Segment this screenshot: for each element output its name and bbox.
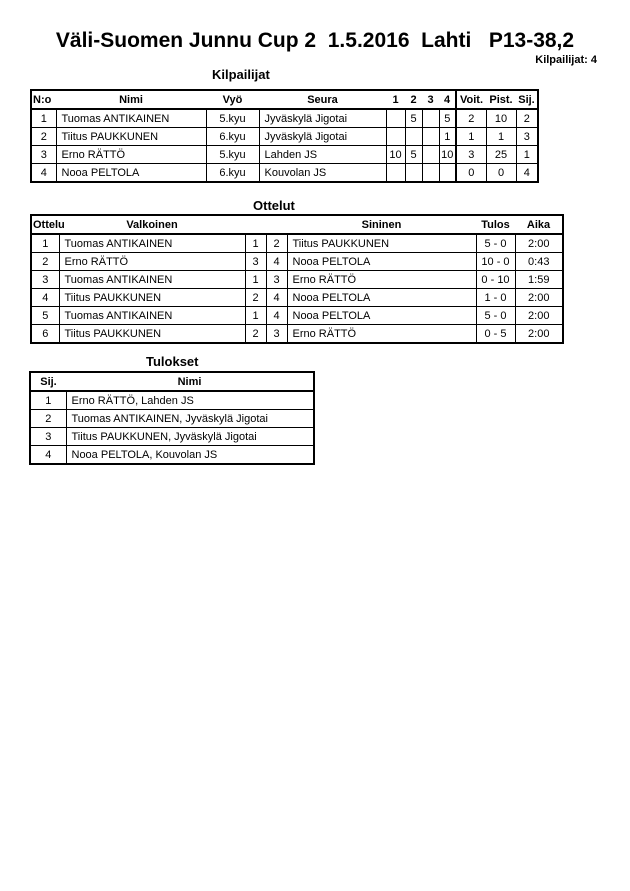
cell-place: 1 <box>516 146 538 164</box>
col-header-name: Nimi <box>56 90 206 109</box>
col-header-club: Seura <box>259 90 386 109</box>
match-row <box>31 234 563 253</box>
cell-time: 2:00 <box>515 234 563 253</box>
cell-match-no: 2 <box>31 253 59 271</box>
competitor-row <box>31 164 538 183</box>
cell-club: Kouvolan JS <box>259 164 386 183</box>
cell-score-4 <box>439 164 456 183</box>
cell-white-no: 3 <box>245 253 266 271</box>
col-header-result-name: Nimi <box>66 372 314 391</box>
match-row <box>31 253 563 271</box>
cell-result: 5 - 0 <box>476 234 515 253</box>
cell-no: 2 <box>31 128 56 146</box>
cell-rank: 4 <box>30 446 66 465</box>
cell-name: Erno RÄTTÖ <box>56 146 206 164</box>
cell-score-4: 1 <box>439 128 456 146</box>
cell-place: 2 <box>516 109 538 128</box>
cell-name: Tiitus PAUKKUNEN <box>56 128 206 146</box>
cell-white-no: 2 <box>245 325 266 344</box>
cell-blue-no: 3 <box>266 271 287 289</box>
section-heading-matches: Ottelut <box>253 198 295 213</box>
cell-rank: 1 <box>30 391 66 410</box>
cell-result: 1 - 0 <box>476 289 515 307</box>
cell-rank: 2 <box>30 410 66 428</box>
col-header-match: Ottelu <box>31 215 59 234</box>
cell-score-2: 5 <box>405 109 422 128</box>
cell-club: Lahden JS <box>259 146 386 164</box>
cell-name: Nooa PELTOLA <box>56 164 206 183</box>
cell-belt: 6.kyu <box>206 128 259 146</box>
result-row <box>30 391 314 410</box>
cell-result: 0 - 10 <box>476 271 515 289</box>
cell-score-4: 10 <box>439 146 456 164</box>
cell-match-no: 4 <box>31 289 59 307</box>
col-header-no: N:o <box>31 90 56 109</box>
cell-place: 3 <box>516 128 538 146</box>
cell-white-name: Erno RÄTTÖ <box>59 253 245 271</box>
cell-white-name: Tuomas ANTIKAINEN <box>59 307 245 325</box>
cell-white-name: Tuomas ANTIKAINEN <box>59 234 245 253</box>
cell-time: 1:59 <box>515 271 563 289</box>
cell-wins: 1 <box>456 128 486 146</box>
match-row <box>31 325 563 344</box>
col-header-wins: Voit. <box>456 90 486 109</box>
col-header-white-no-spacer <box>245 215 266 234</box>
cell-points: 25 <box>486 146 516 164</box>
cell-club: Jyväskylä Jigotai <box>259 128 386 146</box>
cell-white-no: 1 <box>245 234 266 253</box>
cell-score-1 <box>386 109 405 128</box>
match-row <box>31 271 563 289</box>
cell-time: 0:43 <box>515 253 563 271</box>
cell-score-2 <box>405 164 422 183</box>
cell-blue-no: 2 <box>266 234 287 253</box>
cell-time: 2:00 <box>515 289 563 307</box>
cell-wins: 0 <box>456 164 486 183</box>
cell-belt: 5.kyu <box>206 109 259 128</box>
cell-place: 4 <box>516 164 538 183</box>
section-heading-results: Tulokset <box>146 354 199 369</box>
cell-name-club: Erno RÄTTÖ, Lahden JS <box>66 391 314 410</box>
cell-blue-no: 4 <box>266 253 287 271</box>
cell-score-3 <box>422 128 439 146</box>
cell-result: 0 - 5 <box>476 325 515 344</box>
cell-name: Tuomas ANTIKAINEN <box>56 109 206 128</box>
page-title: Väli-Suomen Junnu Cup 2 1.5.2016 Lahti P13-38,2 <box>55 29 575 52</box>
cell-blue-name: Erno RÄTTÖ <box>287 271 476 289</box>
cell-match-no: 6 <box>31 325 59 344</box>
results-header-row <box>30 372 314 391</box>
cell-blue-no: 3 <box>266 325 287 344</box>
cell-score-2 <box>405 128 422 146</box>
cell-wins: 3 <box>456 146 486 164</box>
cell-white-no: 1 <box>245 307 266 325</box>
cell-score-1 <box>386 128 405 146</box>
matches-header-row <box>31 215 563 234</box>
competitors-header-row <box>31 90 538 109</box>
col-header-blue: Sininen <box>287 215 476 234</box>
cell-points: 0 <box>486 164 516 183</box>
cell-score-3 <box>422 146 439 164</box>
cell-white-name: Tuomas ANTIKAINEN <box>59 271 245 289</box>
cell-name-club: Tiitus PAUKKUNEN, Jyväskylä Jigotai <box>66 428 314 446</box>
cell-club: Jyväskylä Jigotai <box>259 109 386 128</box>
col-header-round-2: 2 <box>405 90 422 109</box>
participants-count-label: Kilpailijat: 4 <box>535 54 597 66</box>
col-header-white: Valkoinen <box>59 215 245 234</box>
col-header-belt: Vyö <box>206 90 259 109</box>
col-header-points: Pist. <box>486 90 516 109</box>
cell-match-no: 1 <box>31 234 59 253</box>
cell-blue-name: Nooa PELTOLA <box>287 253 476 271</box>
cell-name-club: Tuomas ANTIKAINEN, Jyväskylä Jigotai <box>66 410 314 428</box>
cell-wins: 2 <box>456 109 486 128</box>
cell-blue-name: Erno RÄTTÖ <box>287 325 476 344</box>
cell-no: 3 <box>31 146 56 164</box>
cell-blue-no: 4 <box>266 307 287 325</box>
cell-name-club: Nooa PELTOLA, Kouvolan JS <box>66 446 314 465</box>
col-header-blue-no-spacer <box>266 215 287 234</box>
col-header-place: Sij. <box>516 90 538 109</box>
cell-result: 5 - 0 <box>476 307 515 325</box>
col-header-time: Aika <box>515 215 563 234</box>
col-header-round-1: 1 <box>386 90 405 109</box>
competitor-row <box>31 109 538 128</box>
cell-white-name: Tiitus PAUKKUNEN <box>59 289 245 307</box>
section-heading-competitors: Kilpailijat <box>212 67 270 82</box>
cell-score-3 <box>422 109 439 128</box>
cell-points: 1 <box>486 128 516 146</box>
cell-blue-name: Nooa PELTOLA <box>287 307 476 325</box>
cell-white-no: 2 <box>245 289 266 307</box>
result-row <box>30 446 314 465</box>
cell-rank: 3 <box>30 428 66 446</box>
cell-result: 10 - 0 <box>476 253 515 271</box>
cell-score-4: 5 <box>439 109 456 128</box>
col-header-result: Tulos <box>476 215 515 234</box>
col-header-round-4: 4 <box>439 90 456 109</box>
cell-white-name: Tiitus PAUKKUNEN <box>59 325 245 344</box>
competitor-row <box>31 146 538 164</box>
cell-belt: 6.kyu <box>206 164 259 183</box>
results-table <box>29 371 315 465</box>
cell-white-no: 1 <box>245 271 266 289</box>
cell-score-1: 10 <box>386 146 405 164</box>
cell-points: 10 <box>486 109 516 128</box>
cell-time: 2:00 <box>515 307 563 325</box>
competitors-table <box>30 89 539 183</box>
cell-score-1 <box>386 164 405 183</box>
cell-blue-no: 4 <box>266 289 287 307</box>
cell-score-3 <box>422 164 439 183</box>
col-header-rank: Sij. <box>30 372 66 391</box>
cell-blue-name: Nooa PELTOLA <box>287 289 476 307</box>
result-row <box>30 428 314 446</box>
matches-table <box>30 214 564 344</box>
cell-time: 2:00 <box>515 325 563 344</box>
match-row <box>31 289 563 307</box>
col-header-round-3: 3 <box>422 90 439 109</box>
competitor-row <box>31 128 538 146</box>
match-row <box>31 307 563 325</box>
cell-blue-name: Tiitus PAUKKUNEN <box>287 234 476 253</box>
cell-match-no: 5 <box>31 307 59 325</box>
cell-match-no: 3 <box>31 271 59 289</box>
cell-score-2: 5 <box>405 146 422 164</box>
cell-belt: 5.kyu <box>206 146 259 164</box>
cell-no: 4 <box>31 164 56 183</box>
result-row <box>30 410 314 428</box>
cell-no: 1 <box>31 109 56 128</box>
